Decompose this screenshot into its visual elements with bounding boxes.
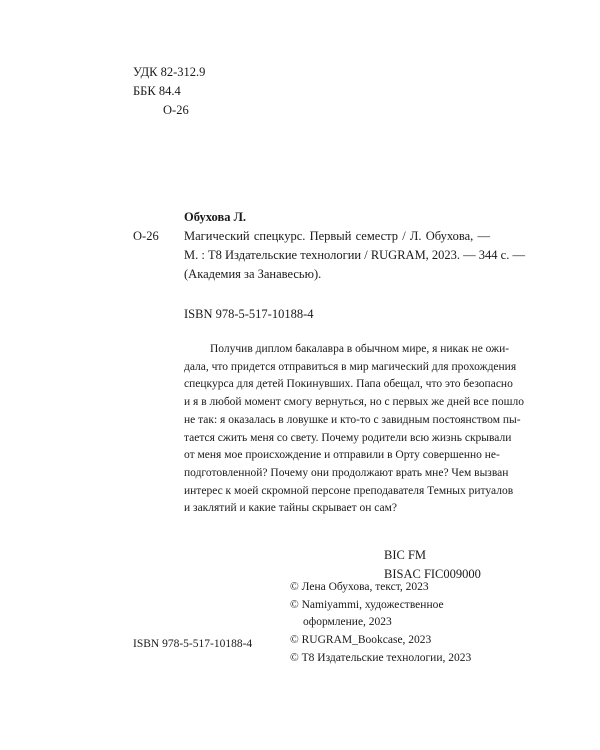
annotation-line: и заклятий и какие тайны скрывает он сам? [184, 502, 398, 515]
copyright-line: © Т8 Издательские технологии, 2023 [290, 651, 472, 664]
annotation-line: интерес к моей скромной персоне преподавателя Темных ритуалов [184, 484, 514, 497]
bic-code: BIC FM [384, 548, 427, 562]
udc-code: УДК 82-312.9 [133, 65, 206, 79]
annotation-line: не так: я оказалась в ловушке и кто-то с завидным постоянством пы- [184, 413, 521, 426]
annotation [184, 341, 525, 518]
author-mark: О-26 [163, 103, 189, 117]
bib-line: (Академия за Занавесью). [184, 267, 322, 281]
isbn-main: ISBN 978-5-517-10188-4 [184, 307, 314, 321]
annotation-line: Получив диплом бакалавра в обычном мире, я никак не ожи- [210, 343, 510, 355]
bisac-code: BISAC FIC009000 [384, 567, 481, 581]
copyright-line: © RUGRAM_Bookcase, 2023 [290, 634, 432, 647]
bbk-code: ББК 84.4 [133, 84, 181, 98]
copyright-line: © Лена Обухова, текст, 2023 [290, 581, 429, 593]
copyright-block [290, 579, 471, 668]
annotation-line: тается сжить меня со свету. Почему родители всю жизнь скрывали [184, 431, 512, 444]
bib-line: Магический спецкурс. Первый семестр / Л. Обухова, — [184, 229, 490, 243]
copyright-line: оформление, 2023 [303, 616, 392, 629]
annotation-line: подготовленной? Почему они продолжают врать мне? Чем вызван [184, 466, 509, 479]
isbn-bottom: ISBN 978-5-517-10188-4 [133, 638, 253, 650]
classification-block [133, 63, 205, 120]
author-mark-left: О-26 [133, 229, 159, 243]
annotation-line: дала, что придется отправиться в мир магический для прохождения [184, 360, 517, 373]
copyright-line: © Namiyammi, художественное [290, 598, 444, 611]
annotation-line: спецкурса для детей Покинувших. Папа обещал, что это безопасно [184, 378, 513, 391]
bib-line: М. : Т8 Издательские технологии / RUGRAM, 2023. — 344 с. — [184, 248, 525, 262]
bibliographic-description [184, 227, 525, 284]
annotation-line: и я в любой момент смогу вернуться, но с первых же дней все пошло [184, 396, 525, 409]
author-heading: Обухова Л. [184, 210, 247, 224]
annotation-line: от меня мое происхождение и отправили в Орту совершенно не- [184, 449, 500, 462]
